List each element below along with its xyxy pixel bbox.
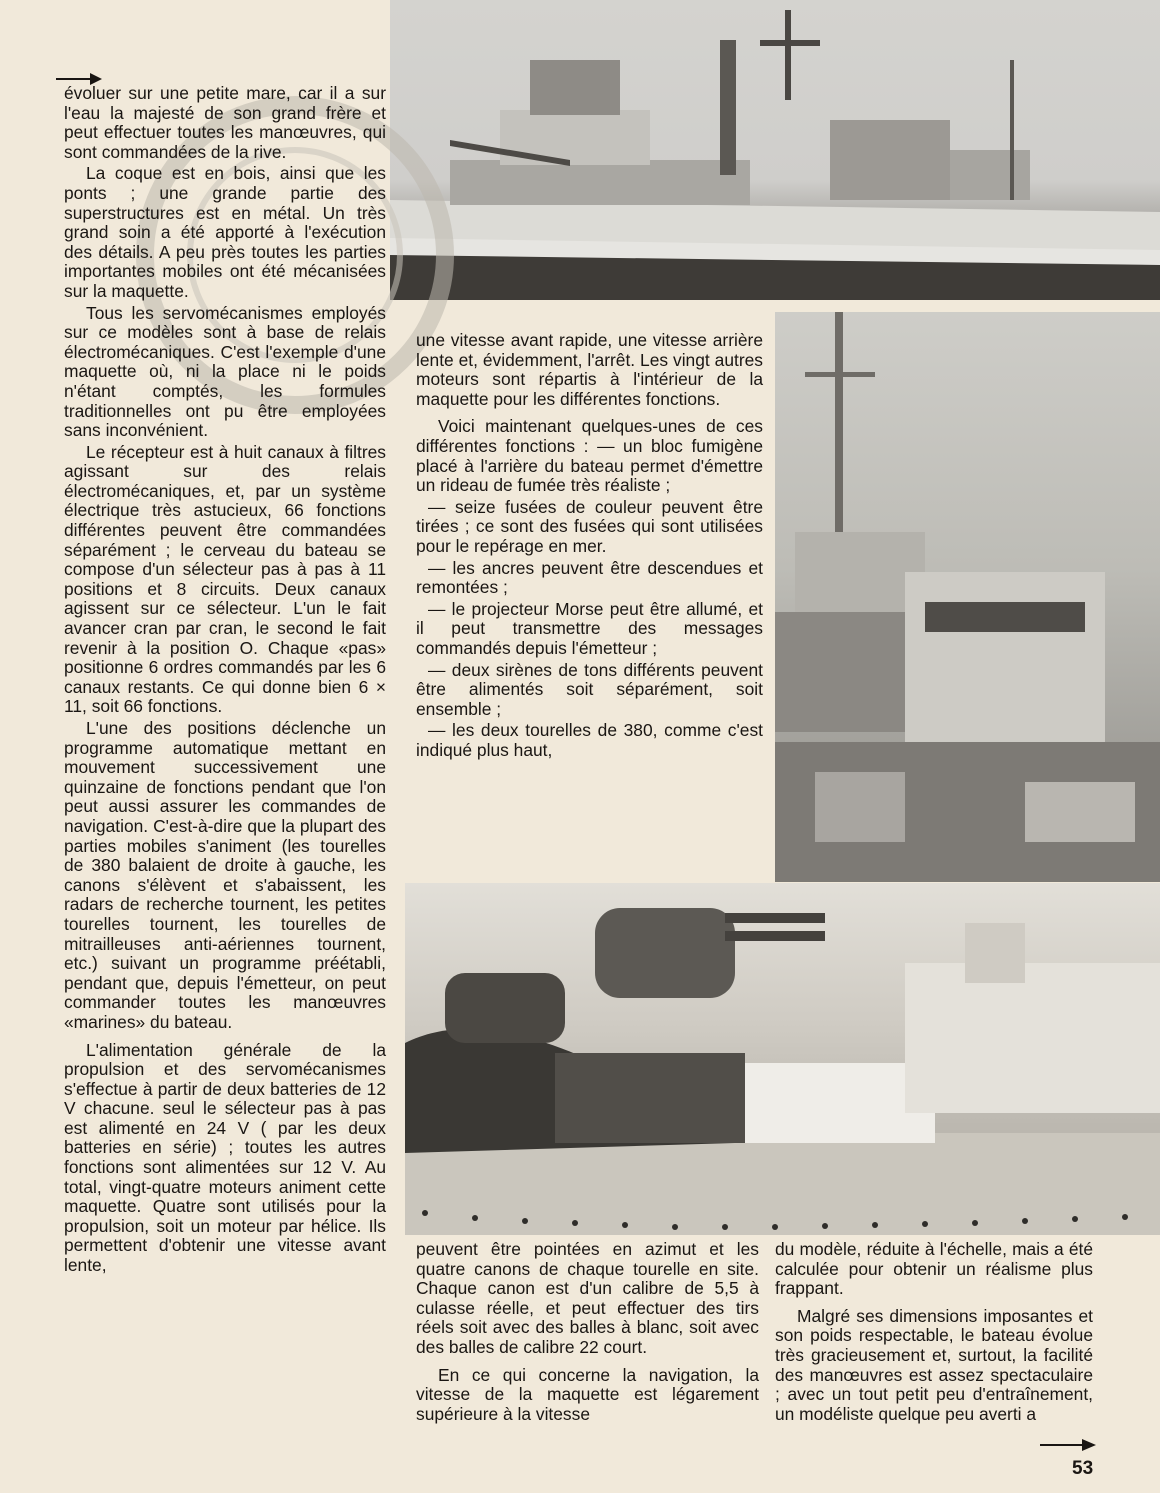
text-column-2	[416, 331, 763, 762]
page-number: 53	[1072, 1458, 1094, 1479]
paragraph: Le récepteur est à huit canaux à filtres agissant sur des relais électromécaniques, et, par un système électrique très astucieux, 66 fonctions différentes peuvent être commandées séparément ; le cerveau du bateau se compose d'un sélecteur pas à pas à 11 positions et 8 circuits. Deux canaux agissent sur ce sélecteur. L'un le fait avancer cran par cran, le second le fait revenir à la position O. Chaque «pas» positionne 6 ordres commandés par les 6 canaux restants. Ce qui donne bien 6 × 11, soit 66 fonctions.	[64, 441, 386, 717]
paragraph: L'alimentation générale de la propulsion et des servomécanismes s'effectue à partir de deux batteries de 12 V chacune. seul le sélecteur pas à pas est alimenté en 24 V ( par les deux batteries en série) ; toutes les autres fonctions sont alimentées sur 12 V. Au total, vingt-quatre moteurs animent cette maquette. Quatre sont utilisés pour la propulsion, soit un moteur par hélice. Ils permettent d'obtenir une vitesse avant lente,	[64, 1039, 386, 1276]
list-item: — les deux tourelles de 380, comme c'est indiqué plus haut,	[416, 720, 763, 760]
paragraph: une vitesse avant rapide, une vitesse arrière lente et, évidemment, l'arrêt. Les vingt autres moteurs sont répartis à l'intérieur de la maquette pour les différentes fonctions.	[416, 330, 763, 409]
paragraph: Malgré ses dimensions imposantes et son poids respectable, le bateau évolue très gracieusement et, surtout, la facilité des manœuvres est assez spectaculaire ; avec un tout petit peu d'entraînement, un modéliste quelque peu averti a	[775, 1305, 1093, 1424]
paragraph: L'une des positions déclenche un programme automatique mettant en mouvement successivement une quinzaine de fonctions pendant que l'on peut aussi assurer les commandes de navigation. C'est-à-dire que la plupart des parties mobiles s'animent (les tourelles de 380 balaient de droite à gauche, les canons s'élèvent et s'abaissent, les radars de recherche tournent, les petites tourelles tournent, les tourelles de mitrailleuses anti-aériennes tournent, etc.) suivant un programme préétabli, pendant que, depuis l'émetteur, on peut commander toutes les manœuvres «marines» du bateau.	[64, 718, 386, 1032]
paragraph: Voici maintenant quelques-unes de ces différentes fonctions : — un bloc fumigène placé à l'arrière du bateau permet d'émettre un rideau de fumée très réaliste ;	[416, 416, 763, 496]
photo-superstructure-closeup	[775, 312, 1160, 882]
list-item: — le projecteur Morse peut être allumé, et il peut transmettre des messages commandés depuis l'émetteur ;	[416, 598, 763, 658]
text-column-1	[64, 84, 386, 1278]
text-column-3	[416, 1240, 759, 1426]
arrow-right-icon	[1040, 1438, 1096, 1452]
list-item: — seize fusées de couleur peuvent être tirées ; ce sont des fusées qui sont utilisées pour le repérage en mer.	[416, 496, 763, 556]
paragraph: du modèle, réduite à l'échelle, mais a été calculée pour obtenir un réalisme plus frappant.	[775, 1239, 1093, 1299]
paragraph: peuvent être pointées en azimut et les quatre canons de chaque tourelle en site. Chaque canon est d'un calibre de 5,5 à culasse réelle, et peut effectuer des tirs réels soit avec des balles à blanc, soit avec des balles de calibre 22 court.	[416, 1239, 759, 1357]
text-column-4	[775, 1240, 1093, 1426]
paragraph: En ce qui concerne la navigation, la vitesse de la maquette est légarement supérieure à la vitesse	[416, 1364, 759, 1424]
photo-battleship-model-profile	[390, 0, 1160, 300]
paragraph: Tous les servomécanismes employés sur ce modèles sont à base de relais électromécaniques. C'est l'exemple d'une maquette où, ni la place ni le poids n'étant comptés, les formules traditionnelles ont pu être employées sans inconvénient.	[64, 302, 386, 441]
paragraph: La coque est en bois, ainsi que les ponts ; une grande partie des superstructures est en métal. Un très grand soin a été apporté à l'exécution des détails. A peu près toutes les parties importantes mobiles ont été mécanisées sur la maquette.	[64, 163, 386, 301]
list-item: — deux sirènes de tons différents peuvent être alimentés soit séparément, soit ensemble ;	[416, 659, 763, 719]
photo-gun-turrets-deck	[405, 883, 1160, 1235]
paragraph: évoluer sur une petite mare, car il a sur l'eau la majesté de son grand frère et peut effectuer toutes les manœuvres, qui sont commandées de la rive.	[64, 83, 386, 162]
list-item: — les ancres peuvent être descendues et remontées ;	[416, 557, 763, 598]
